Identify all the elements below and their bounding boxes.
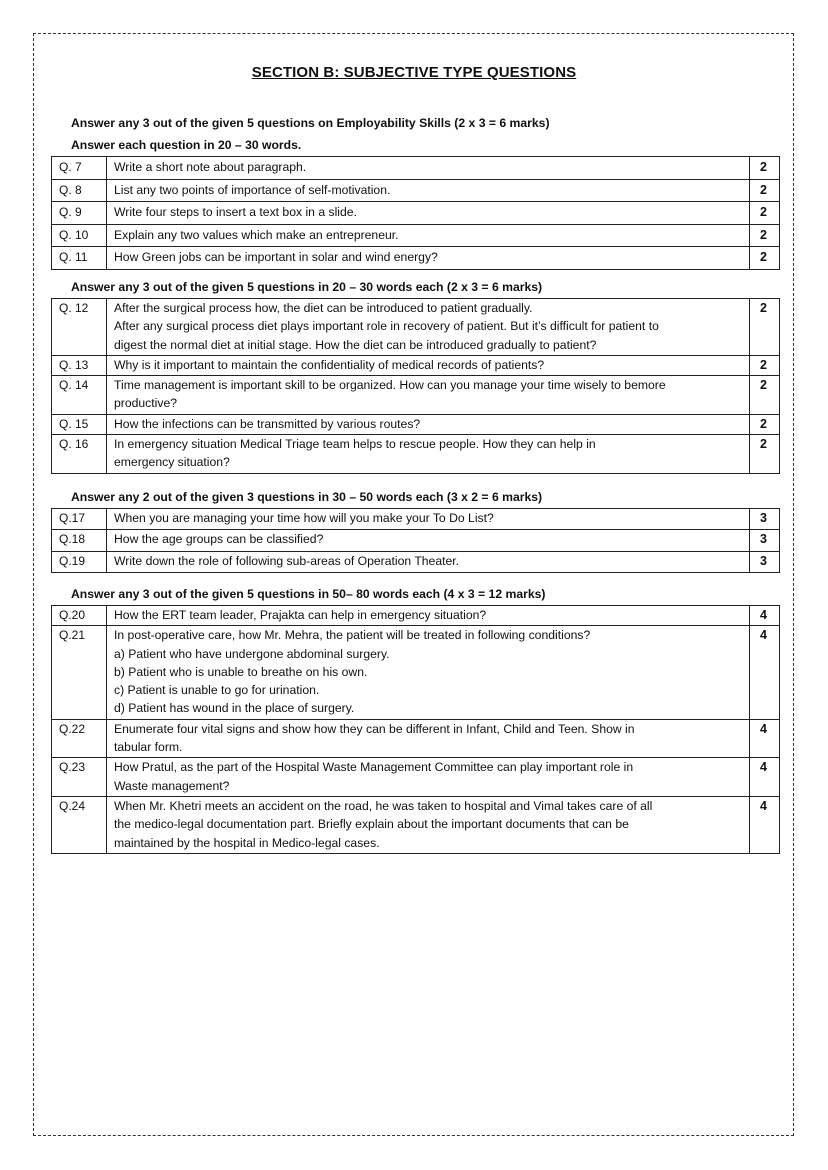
question-row (52, 626, 780, 719)
question-line: How Green jobs can be important in solar and wind energy? (114, 250, 438, 265)
question-number: Q.19 (52, 551, 107, 572)
question-line: After any surgical process diet plays important role in recovery of patient. But it’s difficult for patient to (114, 319, 659, 334)
question-line: emergency situation? (114, 455, 230, 470)
question-marks: 2 (750, 299, 780, 356)
question-marks: 4 (750, 626, 780, 719)
question-number: Q. 13 (52, 355, 107, 375)
question-text (107, 509, 750, 530)
question-line: digest the normal diet at initial stage. How the diet can be introduced gradually to patient? (114, 337, 597, 352)
question-line: Why is it important to maintain the confidentiality of medical records of patients? (114, 357, 545, 372)
question-line: maintained by the hospital in Medico-legal cases. (114, 835, 380, 850)
question-marks: 2 (750, 247, 780, 270)
question-line: tabular form. (114, 740, 183, 755)
question-marks: 2 (750, 435, 780, 474)
question-row (52, 719, 780, 758)
question-text (107, 376, 750, 415)
question-text (107, 179, 750, 202)
question-number: Q.24 (52, 796, 107, 853)
question-marks: 4 (750, 606, 780, 626)
question-number: Q.18 (52, 530, 107, 551)
question-line: Time management is important skill to be organized. How can you manage your time wisely to bemore (114, 378, 666, 393)
question-marks: 3 (750, 530, 780, 551)
question-marks: 2 (750, 179, 780, 202)
question-line: How Pratul, as the part of the Hospital Waste Management Committee can play important role in (114, 760, 634, 775)
section4-table (51, 605, 780, 854)
question-number: Q. 10 (52, 224, 107, 247)
question-line: Write a short note about paragraph. (114, 160, 307, 174)
question-row (52, 355, 780, 375)
question-row (52, 758, 780, 797)
question-marks: 4 (750, 719, 780, 758)
question-marks: 2 (750, 414, 780, 434)
question-text (107, 796, 750, 853)
question-text (107, 247, 750, 270)
question-number: Q.23 (52, 758, 107, 797)
question-line: d) Patient has wound in the place of surgery. (114, 701, 355, 716)
question-number: Q.21 (52, 626, 107, 719)
question-row (52, 796, 780, 853)
question-line: When you are managing your time how will you make your To Do List? (114, 511, 494, 525)
question-text (107, 157, 750, 180)
question-row (52, 179, 780, 202)
question-number: Q. 15 (52, 414, 107, 434)
question-row (52, 157, 780, 180)
question-line: After the surgical process how, the diet can be introduced to patient gradually. (114, 301, 533, 315)
question-row (52, 530, 780, 551)
question-marks: 2 (750, 224, 780, 247)
question-row (52, 414, 780, 434)
section3-table (51, 508, 780, 573)
question-line: b) Patient who is unable to breathe on his own. (114, 664, 368, 679)
question-number: Q. 9 (52, 202, 107, 225)
question-row (52, 202, 780, 225)
question-line: In post-operative care, how Mr. Mehra, the patient will be treated in following conditions? (114, 628, 591, 643)
question-text (107, 606, 750, 626)
question-text (107, 758, 750, 797)
question-text (107, 202, 750, 225)
question-row (52, 376, 780, 415)
section3-heading: Answer any 2 out of the given 3 questions in 30 – 50 words each (3 x 2 = 6 marks) (71, 490, 543, 504)
question-line: productive? (114, 396, 178, 411)
question-line: the medico-legal documentation part. Briefly explain about the important documents that can be (114, 817, 629, 832)
question-text (107, 414, 750, 434)
question-line: a) Patient who have undergone abdominal surgery. (114, 646, 390, 661)
page-title: SECTION B: SUBJECTIVE TYPE QUESTIONS (251, 64, 577, 81)
question-line: How the infections can be transmitted by various routes? (114, 416, 421, 431)
question-text (107, 530, 750, 551)
question-number: Q.20 (52, 606, 107, 626)
question-row (52, 224, 780, 247)
question-text (107, 626, 750, 719)
question-row (52, 606, 780, 626)
question-marks: 2 (750, 157, 780, 180)
section2-heading: Answer any 3 out of the given 5 questions in 20 – 30 words each (2 x 3 = 6 marks) (71, 280, 543, 294)
question-line: In emergency situation Medical Triage team helps to rescue people. How they can help in (114, 437, 596, 452)
question-line: When Mr. Khetri meets an accident on the road, he was taken to hospital and Vimal takes care of all (114, 798, 653, 813)
question-line: Write down the role of following sub-areas of Operation Theater. (114, 553, 460, 568)
question-line: Waste management? (114, 778, 230, 793)
question-line: Write four steps to insert a text box in a slide. (114, 205, 357, 220)
section1-heading: Answer any 3 out of the given 5 questions on Employability Skills (2 x 3 = 6 marks) (71, 116, 550, 130)
section4-heading: Answer any 3 out of the given 5 questions in 50– 80 words each (4 x 3 = 12 marks) (71, 587, 546, 601)
question-line: List any two points of importance of self-motivation. (114, 182, 391, 197)
question-marks: 4 (750, 758, 780, 797)
question-number: Q.22 (52, 719, 107, 758)
section1-table (51, 156, 780, 270)
question-number: Q. 16 (52, 435, 107, 474)
question-line: c) Patient is unable to go for urination. (114, 683, 320, 698)
question-row (52, 509, 780, 530)
question-number: Q. 11 (52, 247, 107, 270)
question-number: Q. 12 (52, 299, 107, 356)
question-row (52, 551, 780, 572)
question-text (107, 355, 750, 375)
question-text (107, 224, 750, 247)
question-text (107, 719, 750, 758)
question-line: Explain any two values which make an entrepreneur. (114, 227, 399, 242)
question-row (52, 435, 780, 474)
question-number: Q. 8 (52, 179, 107, 202)
question-number: Q. 7 (52, 157, 107, 180)
section2-table (51, 298, 780, 474)
question-line: How the age groups can be classified? (114, 532, 324, 547)
question-line: How the ERT team leader, Prajakta can help in emergency situation? (114, 608, 487, 622)
question-text (107, 551, 750, 572)
question-marks: 3 (750, 551, 780, 572)
question-text (107, 299, 750, 356)
question-text (107, 435, 750, 474)
question-row (52, 299, 780, 356)
question-marks: 3 (750, 509, 780, 530)
question-marks: 2 (750, 355, 780, 375)
question-marks: 4 (750, 796, 780, 853)
question-number: Q.17 (52, 509, 107, 530)
question-row (52, 247, 780, 270)
question-number: Q. 14 (52, 376, 107, 415)
section1-subheading: Answer each question in 20 – 30 words. (71, 138, 302, 152)
question-marks: 2 (750, 202, 780, 225)
question-line: Enumerate four vital signs and show how they can be different in Infant, Child and Teen. Show in (114, 721, 635, 736)
question-marks: 2 (750, 376, 780, 415)
